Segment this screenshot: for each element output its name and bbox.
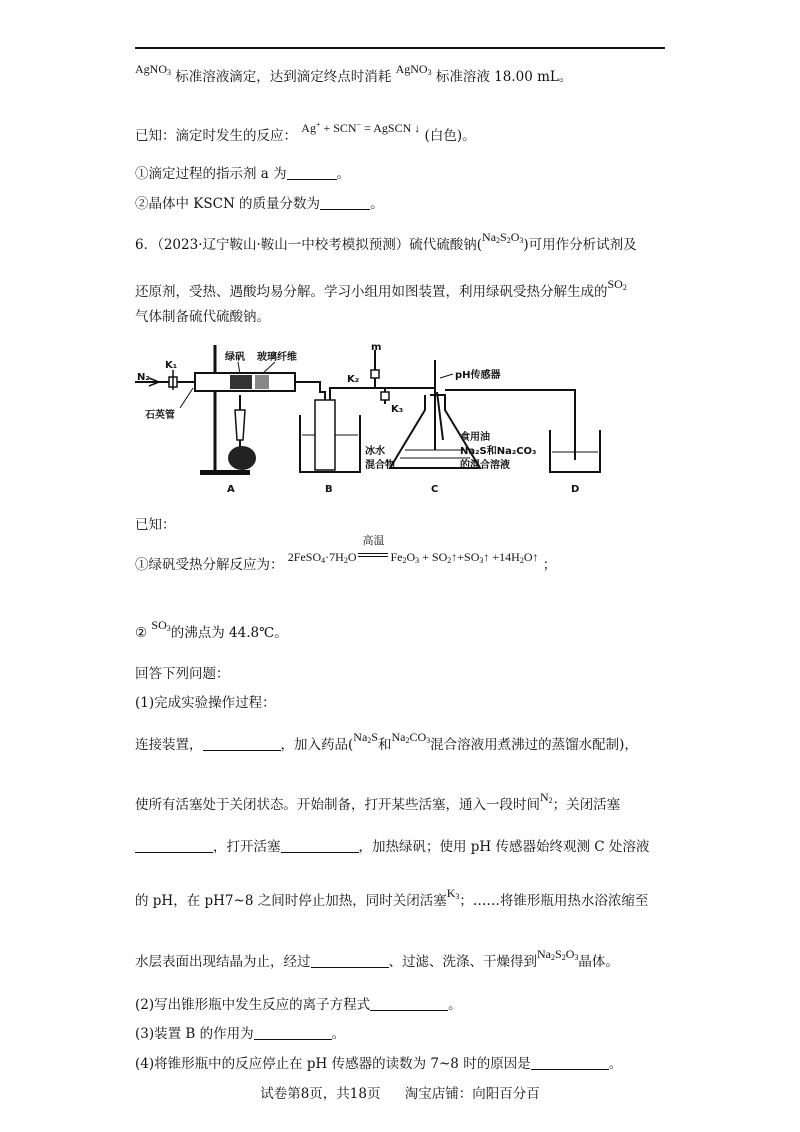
text-segment: 气体制备硫代硫酸钠。 xyxy=(135,309,270,325)
answer-blank[interactable] xyxy=(311,953,389,968)
text-segment: (4)将锥形瓶中的反应停止在 pH 传感器的读数为 7~8 时的原因是 xyxy=(135,1056,531,1072)
text-segment: (1)完成实验操作过程： xyxy=(135,695,276,711)
text-segment: 。 xyxy=(448,997,462,1013)
q6-line2 xyxy=(135,277,627,305)
k1-label: K₁ xyxy=(165,360,178,371)
label-d: D xyxy=(571,484,580,495)
text-segment: ，加热绿矾；使用 pH 传感器始终观测 C 处溶液 xyxy=(358,839,650,855)
decomposition-equation: $2FeSO_4\cdot 7H_2O$ 高温 $Fe_2O_3$ + $SO_2↑+SO_3↑$ $+14H_2O↑$ xyxy=(288,550,539,564)
text-segment: 。 xyxy=(336,166,351,182)
formula-na2co3: $Na_2CO_3$ xyxy=(391,730,431,745)
text-segment: ② xyxy=(135,625,148,641)
text-segment: 连接装置， xyxy=(135,737,203,753)
text-segment: 水层表面出现结晶为止，经过 xyxy=(135,954,311,970)
text-segment: 标准溶液 18.00 mL。 xyxy=(435,69,573,85)
text-segment: ；……将锥形瓶用热水浴浓缩至 xyxy=(459,893,649,909)
text-segment: 和 xyxy=(377,737,392,753)
apparatus-figure xyxy=(135,340,605,500)
text-segment: (白色)。 xyxy=(424,128,476,144)
question-indicator xyxy=(135,165,350,183)
label-c: C xyxy=(431,484,439,495)
m-label: m xyxy=(371,342,382,353)
text-segment: )可用作分析试剂及 xyxy=(523,237,637,253)
part-1-heading xyxy=(135,694,276,712)
text-segment: ，打开活塞 xyxy=(213,839,281,855)
shop-name: 淘宝店铺：向阳百分百 xyxy=(404,1086,540,1102)
page-footer xyxy=(0,1082,800,1102)
formula-agno3-2: AgNO$_3$ xyxy=(395,62,432,77)
question-kscn xyxy=(135,195,384,213)
text-segment: ①绿矾受热分解反应为： xyxy=(135,557,284,573)
formula-k3: $K_3$ xyxy=(446,886,460,901)
known-reaction-line xyxy=(135,120,476,145)
green-vitriol-label: 绿矾 xyxy=(225,352,245,363)
answer-blank[interactable] xyxy=(135,838,213,853)
ice-water-label-2: 混合物 xyxy=(365,460,395,471)
formula-na2s: $Na_2S$ xyxy=(353,730,378,745)
text-segment: ； xyxy=(542,557,557,573)
text-segment: 标准溶液滴定，达到滴定终点时消耗 xyxy=(175,69,392,85)
reaction-equation: Ag+ + SCN− = AgSCN ↓ xyxy=(301,120,421,135)
answer-blank[interactable] xyxy=(320,195,370,210)
text-segment: ；关闭活塞 xyxy=(552,797,621,813)
q6-title xyxy=(135,230,637,258)
ph-sensor-label: pH传感器 xyxy=(455,370,501,381)
answer-heading xyxy=(135,665,230,683)
n2-label: N₂ xyxy=(137,372,150,383)
q6-line3 xyxy=(135,308,270,326)
k3-label: K₃ xyxy=(391,404,404,415)
formula-so3: $SO_3$ xyxy=(151,618,171,633)
text-segment: ②晶体中 KSCN 的质量分数为 xyxy=(135,196,321,212)
text-segment: 已知： xyxy=(135,517,176,533)
text-segment: 。 xyxy=(370,196,384,212)
text-segment: 还原剂，受热、遇酸均易分解。学习小组用如图装置，利用绿矾受热分解生成的 xyxy=(135,284,608,300)
text-segment: 的 pH，在 pH7~8 之间时停止加热，同时关闭活塞 xyxy=(135,893,447,909)
formula-n2: $N_2$ xyxy=(540,790,553,805)
answer-blank[interactable] xyxy=(287,165,337,180)
known-1 xyxy=(135,535,557,578)
formula-na2s2o3-2: $Na_2S_2O_3$ xyxy=(537,947,579,962)
k2-label: K₂ xyxy=(347,374,360,385)
part-1-line-a xyxy=(135,730,638,758)
part-1-line-b xyxy=(135,790,621,818)
text-segment: 使所有活塞处于关闭状态。开始制备，打开某些活塞，通入一段时间 xyxy=(135,797,540,813)
text-segment: (2)写出锥形瓶中发生反应的离子方程式 xyxy=(135,997,371,1013)
text-segment: ，加入药品( xyxy=(280,737,354,753)
text-segment: ①滴定过程的指示剂 a 为 xyxy=(135,166,287,182)
formula-na2s2o3: $Na_2S_2O_3$ xyxy=(482,230,524,245)
text-segment: 晶体。 xyxy=(578,954,619,970)
label-b: B xyxy=(325,484,333,495)
answer-blank[interactable] xyxy=(203,736,281,751)
part-1-line-c xyxy=(135,838,649,856)
text-segment: 、过滤、洗涤、干燥得到 xyxy=(388,954,537,970)
known-2 xyxy=(135,618,288,646)
formula-agno3: AgNO$_3$ xyxy=(135,62,171,77)
part-1-line-e xyxy=(135,947,619,975)
text-segment: 混合溶液用煮沸过的蒸馏水配制)， xyxy=(430,737,638,753)
quartz-label: 石英管 xyxy=(145,410,175,421)
mix-label-2: 的混合溶液 xyxy=(460,460,510,471)
answer-blank[interactable] xyxy=(254,1025,332,1040)
text-segment: 已知：滴定时发生的反应： xyxy=(135,128,297,144)
part-4 xyxy=(135,1055,622,1073)
text-segment: 。 xyxy=(608,1056,623,1072)
glass-fiber-label: 玻璃纤维 xyxy=(257,352,297,363)
text-segment: 回答下列问题： xyxy=(135,666,230,682)
ice-water-label-1: 冰水 xyxy=(365,446,385,457)
titration-line xyxy=(135,62,573,90)
mix-label-1: Na₂S和Na₂CO₃ xyxy=(460,446,537,457)
formula-so2: $SO_2$ xyxy=(607,277,627,292)
oil-label: 食用油 xyxy=(460,432,490,443)
text-segment: 6．（2023·辽宁鞍山·鞍山一中校考模拟预测）硫代硫酸钠( xyxy=(135,237,483,253)
page-number: 试卷第8页，共18页 xyxy=(260,1086,381,1102)
answer-blank[interactable] xyxy=(281,838,359,853)
part-3 xyxy=(135,1025,345,1043)
condition-high-temp: 高温 xyxy=(362,535,385,547)
text-segment: 。 xyxy=(331,1026,346,1042)
part-2 xyxy=(135,996,462,1014)
label-a: A xyxy=(227,484,235,495)
top-rule xyxy=(135,47,665,49)
text-segment: (3)装置 B 的作用为 xyxy=(135,1026,254,1042)
text-segment: 的沸点为 44.8℃。 xyxy=(170,625,288,641)
answer-blank[interactable] xyxy=(370,996,448,1011)
answer-blank[interactable] xyxy=(531,1055,609,1070)
known-heading xyxy=(135,516,176,534)
part-1-line-d xyxy=(135,886,649,914)
